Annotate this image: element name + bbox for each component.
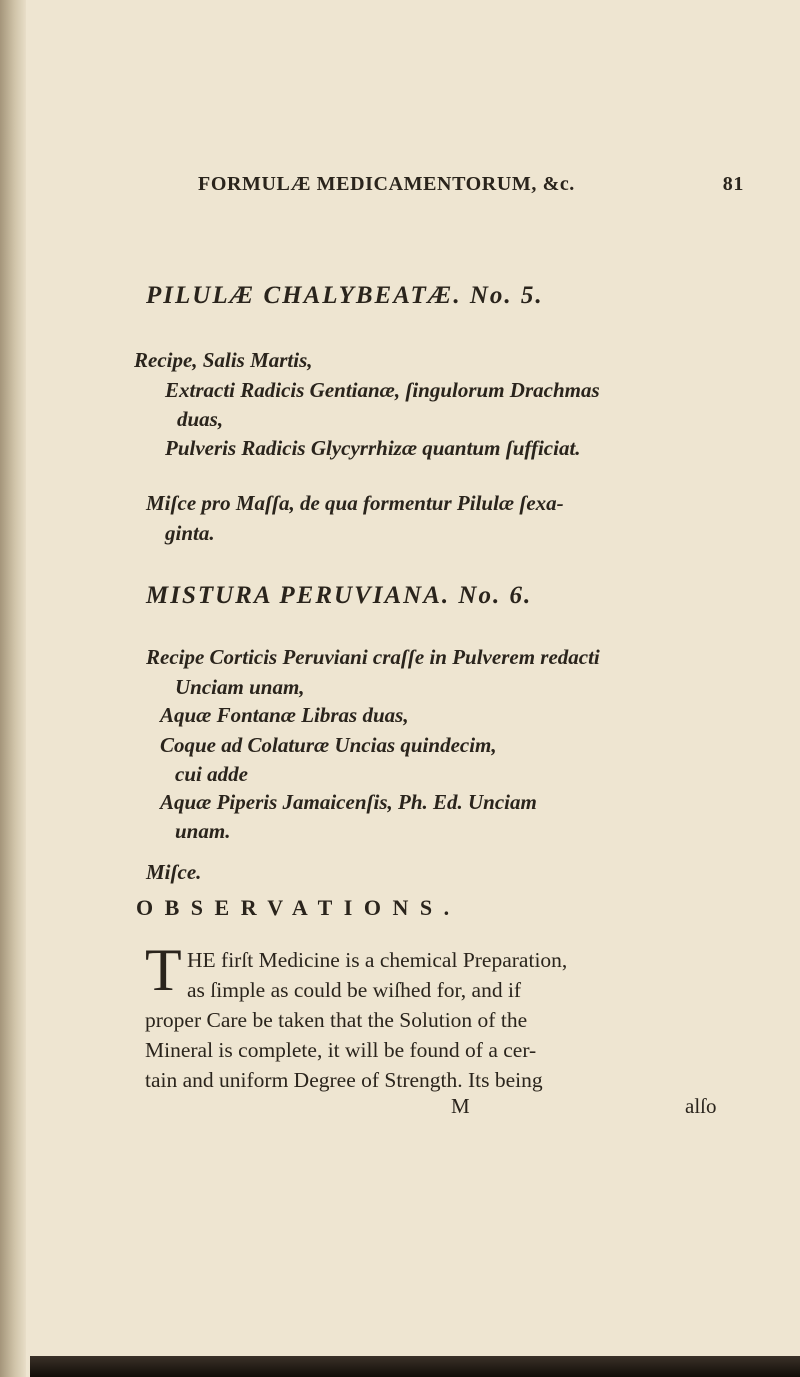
recipe-line: Extracti Radicis Gentianæ, ſingulorum Drachmas (165, 378, 600, 402)
paragraph-line: tain and uniform Degree of Strength. Its being (145, 1068, 543, 1092)
page-spine-shadow (0, 0, 26, 1377)
paragraph-line: HE firſt Medicine is a chemical Preparation, (187, 948, 568, 972)
recipe-line: Aquæ Fontanæ Libras duas, (160, 703, 409, 727)
recipe-line: Aquæ Piperis Jamaicenſis, Ph. Ed. Unciam (160, 790, 537, 814)
page-edge-shadow (30, 1356, 800, 1377)
drop-cap: T (145, 937, 182, 1003)
recipe-line: Miſce pro Maſſa, de qua formentur Pilulæ ſexa- (146, 491, 564, 515)
recipe-line: Pulveris Radicis Glycyrrhizæ quantum ſufficiat. (165, 436, 581, 460)
mistura-heading: MISTURA PERUVIANA. No. 6. (146, 582, 533, 609)
running-header (198, 173, 758, 196)
paragraph-line: Mineral is complete, it will be found of a cer- (145, 1038, 537, 1062)
recipe-line: cui adde (175, 762, 248, 786)
page-number: 81 (722, 173, 744, 195)
recipe-line: Coque ad Colaturæ Uncias quindecim, (160, 733, 497, 757)
observations-heading: OBSERVATIONS. (136, 895, 461, 920)
recipe-line: ginta. (165, 521, 215, 545)
recipe-line: Miſce. (146, 860, 202, 884)
recipe-line: unam. (175, 819, 231, 843)
pilulae-heading: PILULÆ CHALYBEATÆ. No. 5. (146, 282, 544, 309)
recipe-line: Recipe Corticis Peruviani craſſe in Pulverem redacti (146, 645, 600, 669)
running-title: FORMULÆ MEDICAMENTORUM, &c. (198, 173, 575, 195)
recipe-line: duas, (177, 407, 224, 431)
recipe-line: Recipe, Salis Martis, (134, 348, 313, 372)
recipe-line: Unciam unam, (175, 675, 305, 699)
paragraph-line: as ſimple as could be wiſhed for, and if (187, 978, 522, 1002)
signature-mark: M (451, 1094, 470, 1118)
catchword: alſo (685, 1094, 717, 1118)
paragraph-line: proper Care be taken that the Solution of the (145, 1008, 528, 1032)
observations-paragraph (145, 945, 757, 1095)
